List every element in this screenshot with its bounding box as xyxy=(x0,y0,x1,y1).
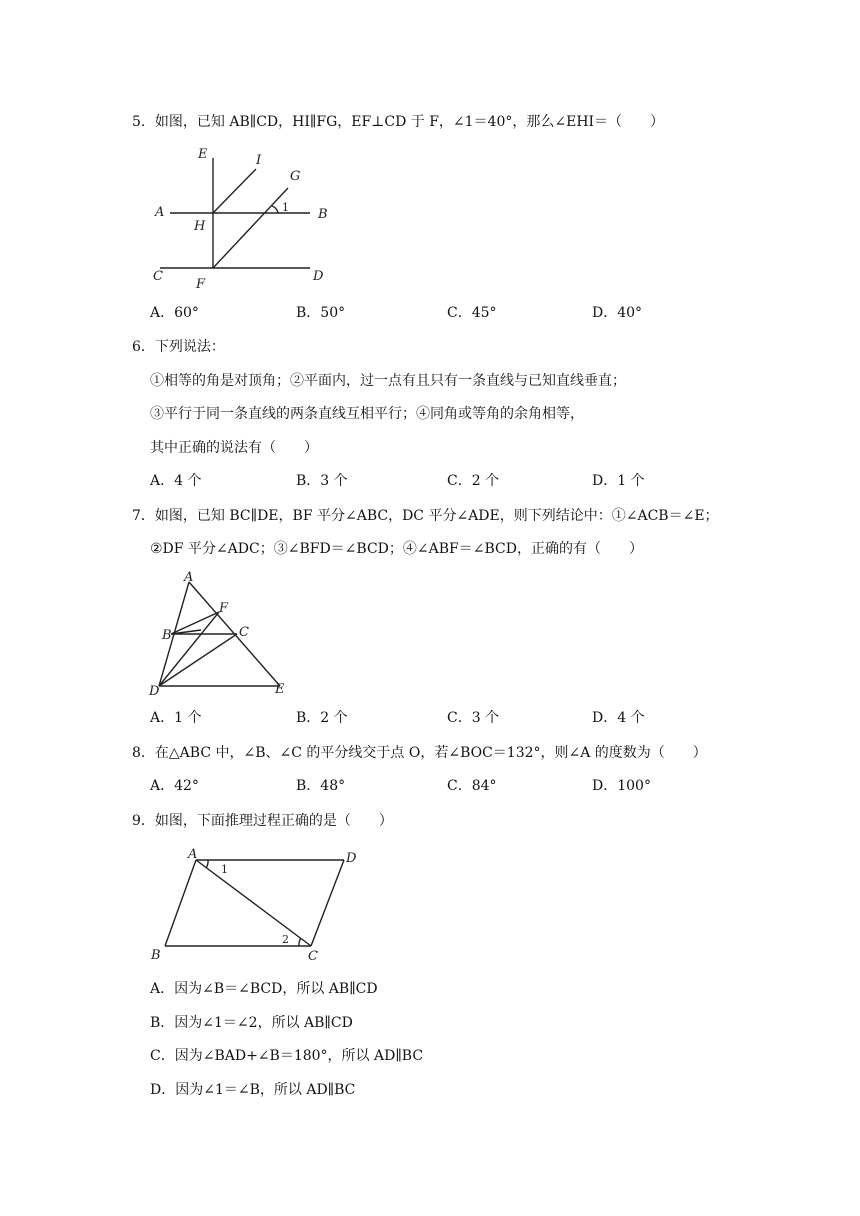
q5-label-f: F xyxy=(196,277,206,292)
q6-line-2: ③平行于同一条直线的两条直线互相平行；④同角或等角的余角相等， xyxy=(150,406,584,422)
q7-stem-line-2: ②DF 平分∠ADC；③∠BFD＝∠BCD；④∠ABF＝∠BCD，正确的有（ ） xyxy=(150,541,643,557)
q8-option-b: B．48° xyxy=(296,778,346,794)
q6-line-3: 其中正确的说法有（ ） xyxy=(150,440,318,456)
q5-label-a: A xyxy=(155,205,165,220)
q8-option-c: C．84° xyxy=(447,778,497,794)
q5-label-d: D xyxy=(313,269,324,284)
q7-label-b: B xyxy=(162,628,172,643)
q7-label-a: A xyxy=(184,570,194,585)
q5-label-e: E xyxy=(198,147,208,162)
q5-label-h: H xyxy=(194,219,206,234)
q6-option-b: B．3 个 xyxy=(296,473,348,489)
q7-stem-line-1: 7．如图，已知 BC∥DE，BF 平分∠ABC，DC 平分∠ADE，则下列结论中：①∠ACB＝∠E； xyxy=(132,508,719,524)
q9-option-a: A．因为∠B＝∠BCD，所以 AB∥CD xyxy=(150,981,378,997)
q9-stem: 9．如图，下面推理过程正确的是（ ） xyxy=(132,813,393,829)
q5-stem: 5．如图，已知 AB∥CD，HI∥FG，EF⊥CD 于 F，∠1＝40°，那么∠EHI＝（ ） xyxy=(132,114,665,130)
q7-label-d: D xyxy=(149,684,160,699)
q7-option-c: C．3 个 xyxy=(447,710,500,726)
q9-label-c: C xyxy=(308,949,318,964)
q7-label-f: F xyxy=(219,601,229,616)
q5-option-c: C．45° xyxy=(447,305,497,321)
q5-option-b: B．50° xyxy=(296,305,346,321)
q6-option-d: D．1 个 xyxy=(592,473,645,489)
q9-option-b: B．因为∠1＝∠2，所以 AB∥CD xyxy=(150,1015,353,1031)
q7-option-d: D．4 个 xyxy=(592,710,645,726)
q7-label-e: E xyxy=(275,682,285,697)
q9-option-d: D．因为∠1＝∠B，所以 AD∥BC xyxy=(150,1082,356,1098)
q9-label-angle2: 2 xyxy=(282,933,289,946)
q9-label-a: A xyxy=(188,847,198,862)
q9-option-c: C．因为∠BAD+∠B＝180°，所以 AD∥BC xyxy=(150,1048,424,1064)
q8-option-d: D．100° xyxy=(592,778,651,794)
q5-label-i: I xyxy=(256,153,262,168)
q7-option-b: B．2 个 xyxy=(296,710,348,726)
q9-label-b: B xyxy=(151,948,161,963)
q9-label-angle1: 1 xyxy=(221,863,228,876)
q6-option-c: C．2 个 xyxy=(447,473,500,489)
q8-option-a: A．42° xyxy=(150,778,199,794)
q6-option-a: A．4 个 xyxy=(150,473,202,489)
q7-label-c: C xyxy=(239,625,249,640)
q5-label-b: B xyxy=(318,207,328,222)
q5-option-a: A．60° xyxy=(150,305,199,321)
q6-line-1: ①相等的角是对顶角；②平面内，过一点有且只有一条直线与已知直线垂直； xyxy=(150,373,626,389)
q5-label-angle1: 1 xyxy=(282,201,289,214)
q6-stem: 6．下列说法： xyxy=(132,339,225,355)
q9-figure xyxy=(148,842,368,968)
q9-label-d: D xyxy=(346,851,357,866)
q5-label-c: C xyxy=(153,269,163,284)
q5-figure xyxy=(150,140,340,290)
q5-label-g: G xyxy=(290,169,301,184)
q7-figure xyxy=(146,568,296,700)
q7-option-a: A．1 个 xyxy=(150,710,202,726)
q8-stem: 8．在△ABC 中，∠B、∠C 的平分线交于点 O，若∠BOC＝132°，则∠A 的度数为（ ） xyxy=(132,745,707,761)
q5-option-d: D．40° xyxy=(592,305,643,321)
